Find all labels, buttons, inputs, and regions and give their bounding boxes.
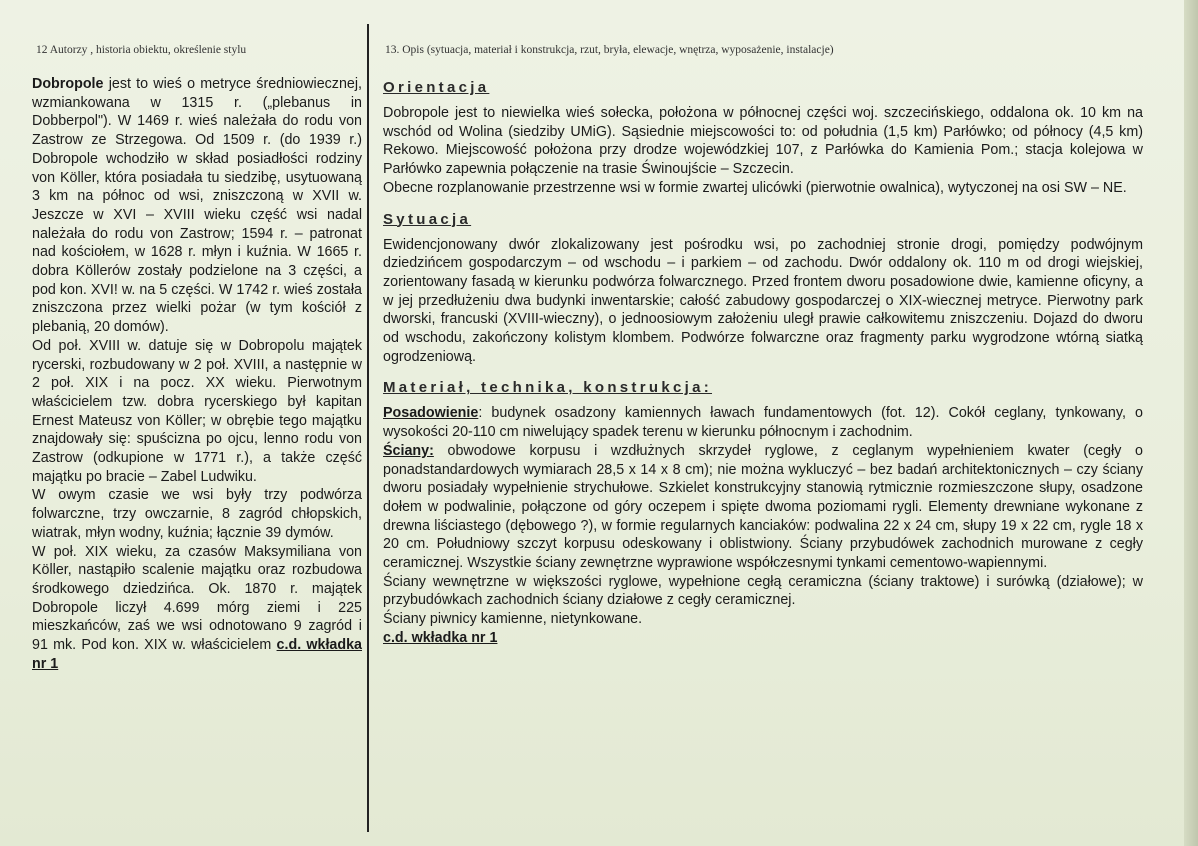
sciany-paragraph (383, 442, 1143, 573)
continuation-reference: c.d. wkładka nr 1 (32, 637, 362, 672)
right-column-header: 13. Opis (sytuacja, materiał i konstrukcja, rzut, bryła, elewacje, wnętrza, wyposażenie, instalacje) (385, 44, 834, 56)
history-text: W poł. XIX wieku, za czasów Maksymiliana von Köller, nastąpiło scalenie majątku oraz rozbudowa środkowego dziedzińca. Ok. 1870 r. majątek Dobropole liczył 4.699 mórg ziemi i 225 mieszkańców, zaś we wsi odnotowano 9 zagród i 91 mk. Pod kon. XIX w. właścicielem (32, 543, 362, 654)
page-edge (1184, 0, 1198, 846)
posadowienie-paragraph (383, 404, 1143, 441)
history-paragraph (32, 543, 362, 674)
lead-term: Dobropole (32, 76, 104, 92)
history-paragraph: W owym czasie we wsi były trzy podwórza folwarczne, trzy owczarnie, 8 zagród chłopskich, wiatrak, młyn wodny, kuźnia; łącznie 39 dymów. (32, 487, 362, 541)
section-heading-orientacja: Orientacja (383, 79, 490, 96)
sciany-piwnicy-paragraph: Ściany piwnicy kamienne, nietynkowane. (383, 611, 643, 628)
column-divider (367, 24, 369, 832)
posadowienie-term: Posadowienie (383, 405, 479, 422)
continuation-reference: c.d. wkładka nr 1 (383, 629, 498, 646)
sytuacja-paragraph: Ewidencjonowany dwór zlokalizowany jest pośrodku wsi, po zachodniej stronie drogi, pomiędzy podwójnym dziedzińcem gospodarczym – od wschodu – i parkiem – od zachodu. Dwór oddalony ok. 110 m od drogi wiejskiej, zorientowany fasadą w kierunku podwórza folwarcznego. Przed frontem dworu posadowione dwie, kamienne oficyny, a w jej przedłużeniu dwa budynki inwentarskie; całość zabudowy gospodarczej o XIX-wiecznej metryce. Pierwotny park dworski, francuski (XVIII-wieczny), o jednoosiowym założeniu uległ prawie całkowitemu zniszczeniu. Dojazd do dworu od wschodu, zakończony kolistym klombem. Podwórze folwarczne oraz fragmenty parku wygrodzone wtórną siatką ogrodzeniową. (383, 236, 1143, 365)
history-paragraph (32, 75, 362, 337)
posadowienie-text: : budynek osadzony kamiennych ławach fundamentowych (fot. 12). Cokół ceglany, tynkowany, o wysokości 20-110 cm niwelujący spadek terenu w kierunku północnym i zachodnim. (383, 405, 1143, 441)
history-paragraph: Od poł. XVIII w. datuje się w Dobropolu majątek rycerski, rozbudowany w 2 poł. XVIII, a następnie w 2 poł. XIX i na pocz. XX wieku. Pierwotnym właścicielem tzw. dobra rycerskiego był kapitan Ernest Mateusz von Köller; w obrębie tego majątku znajdowały się: spuścizna po ojcu, lenno rodu von Zastrow (odkupione w 1771 r.), a także część majątku po bracie – Zabel Ludwiku. (32, 337, 362, 485)
orientacja-paragraph: Dobropole jest to niewielka wieś sołecka, położona w północnej części woj. szczecińskiego, oddalona ok. 10 km na wschód od Wolina (siedziby UMiG). Sąsiednie miejscowości to: od południa (1,5 km) Parłówko; od północy (4,5 km) Rekowo. Miejscowość położona przy drodze wojewódzkiej 107, z Parłówka do Kamienia Pom.; stacja kolejowa w Parłówko zapewnia połączenie na trasie Świnoujście – Szczecin. (383, 105, 1143, 178)
orientacja-paragraph: Obecne rozplanowanie przestrzenne wsi w formie zwartej ulicówki (pierwotnie owalnica), wytyczonej na osi SW – NE. (383, 179, 1127, 196)
history-text: jest to wieś o metryce średniowiecznej, wzmiankowana w 1315 r. („plebanus in Dobberpol"). W 1469 r. wieś należała do rodu von Zastrow ze Strzegowa. Od 1509 r. (do 1939 r.) Dobropole wchodziło w skład posiadłości rodziny von Köller, która posiadała tu siedzibę, usytuowaną 3 km na północ od wsi, zniszczoną w XVII w. Jeszcze w XVI – XVIII wieku część wsi nadal należała do rodu von Zastrow; 1594 r. – patronat nad kościołem, w 1628 r. młyn i kuźnia. W 1665 r. dobra Köllerów zostały podzielone na 3 części, a pod kon. XVI! w. na 5 części. W 1742 r. wieś została zniszczona przez wielki pożar (w tym kościół z plebanią, 20 domów). (32, 76, 362, 336)
left-column-header: 12 Autorzy , historia obiektu, określenie stylu (36, 44, 247, 56)
section-heading-sytuacja: Sytuacja (383, 210, 472, 228)
history-column (32, 75, 362, 674)
sciany-term: Ściany: (383, 442, 434, 459)
description-column (383, 78, 1143, 648)
sciany-wewnetrzne-paragraph: Ściany wewnętrzne w większości ryglowe, wypełnione cegłą ceramiczna (ściany traktowe) i surówką (działowe); w przybudówkach zachodnich ściany działowe z cegły ceramicznej. (383, 573, 1143, 609)
section-heading-material: Materiał, technika, konstrukcja: (383, 379, 713, 397)
sciany-text: obwodowe korpusu i wzdłużnych skrzydeł ryglowe, z ceglanym wypełnieniem kwater (cegły o ponadstandardowych wymiarach 28,5 x 14 x 8 cm); nie można wykluczyć – bez badań architektonicznych – czy ściany dworu posiadały wypełnienie strychułowe. Szkielet konstrukcyjny stanowią rytmicznie rozmieszczone słupy, osadzone dołem w podwalinie, połączone od góry oczepem i spięte dwoma poziomami rygli. Elementy drewniane wykonane z drewna liściastego (dębowego ?), w formie regularnych kanciaków: podwalina 22 x 24 cm, słupy 19 x 22 cm, rygle 18 x 20 cm. Południowy szczyt korpusu odeskowany i oblistwiony. Ściany przybudówek zachodnich murowane z cegły ceramicznej. Wszystkie ściany zewnętrzne wyprawione współczesnymi tynkami cementowo-wapiennymi. (383, 442, 1143, 572)
